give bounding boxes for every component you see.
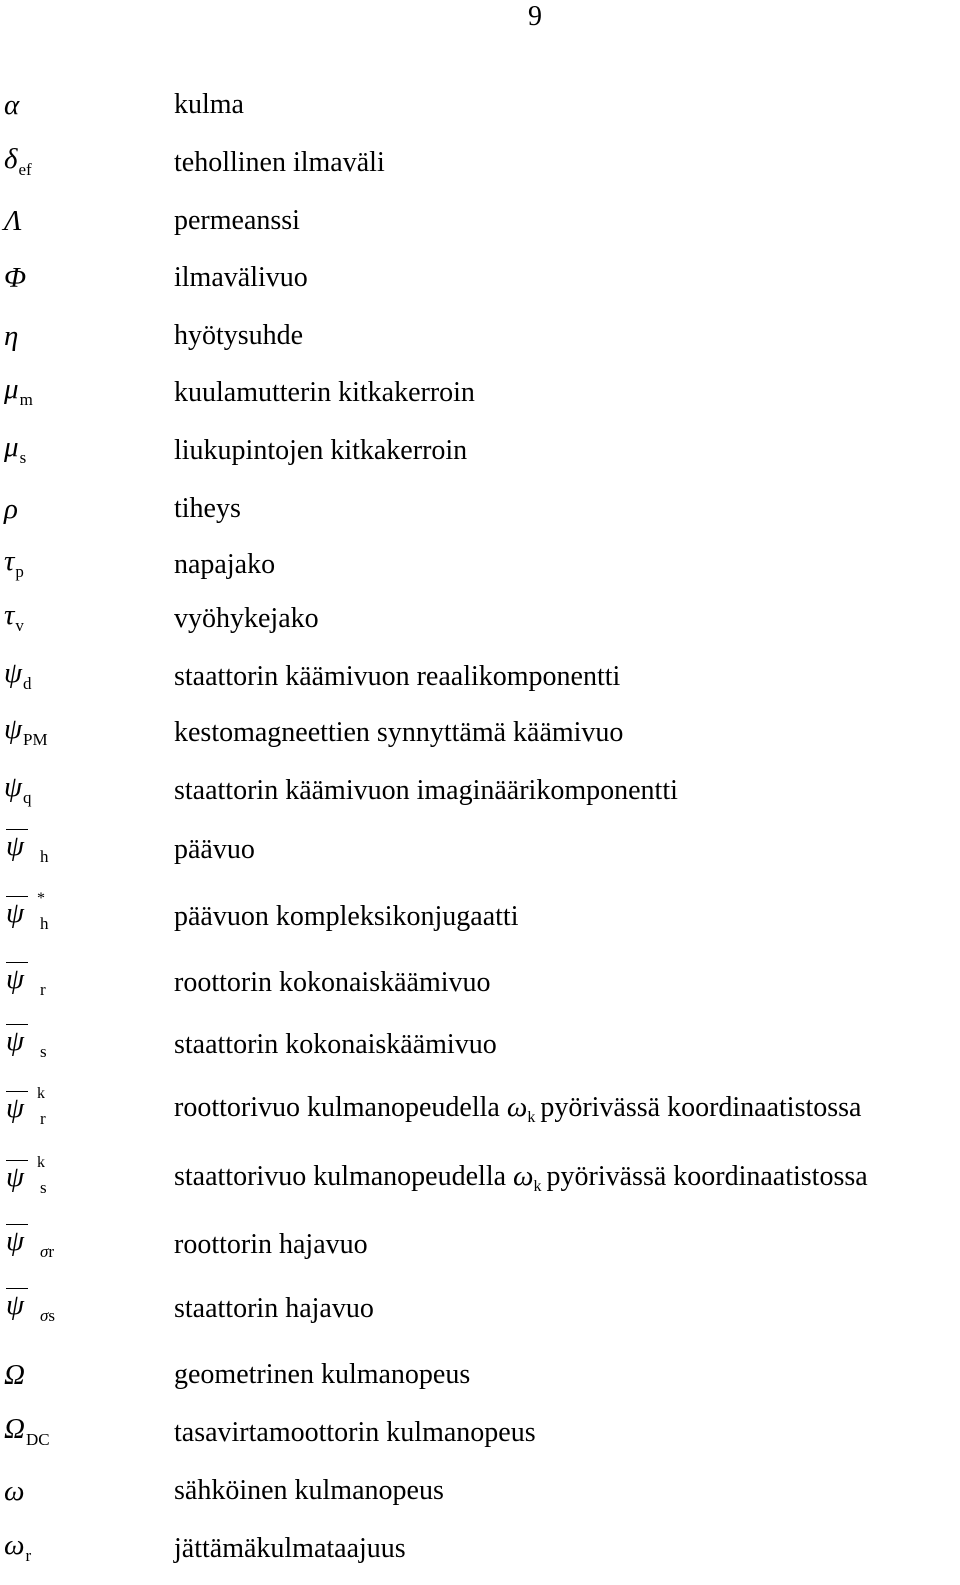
symbol-row-alpha xyxy=(0,88,960,128)
symbol: ψ $_{\sigma s}$ xyxy=(6,1289,56,1325)
symbol-description: tehollinen ilmaväli xyxy=(174,147,385,178)
symbol-row-lambda xyxy=(0,204,960,244)
symbol: Ω xyxy=(4,1359,25,1391)
symbol: $\tau_p$ xyxy=(4,545,24,581)
symbol: η xyxy=(4,320,19,352)
symbol-description: tiheys xyxy=(174,493,241,524)
symbol-description: vyöhykejako xyxy=(174,603,319,634)
symbol-row-tau-v xyxy=(0,599,960,642)
symbol-description: staattorin käämivuon reaalikomponentti xyxy=(174,661,621,692)
symbol-row-psi-r-k xyxy=(0,1085,960,1135)
symbol-row-omega-geo xyxy=(0,1358,960,1398)
overline-symbol: ψ xyxy=(6,1288,28,1320)
symbol: Φ xyxy=(4,262,27,294)
symbol-row-psi-s xyxy=(0,1025,960,1068)
symbol-description: napajako xyxy=(174,549,276,580)
symbol: ψ $_r$ xyxy=(6,963,46,999)
symbol: $\mu_s$ xyxy=(4,431,27,467)
overline-symbol: ψ xyxy=(6,1024,28,1056)
symbol-row-rho xyxy=(0,492,960,532)
symbol-row-psi-r xyxy=(0,963,960,1006)
symbol-description: tasavirtamoottorin kulmanopeus xyxy=(174,1417,536,1448)
symbol-description: staattorin hajavuo xyxy=(174,1293,374,1324)
symbol-row-psi-s-k xyxy=(0,1154,960,1204)
symbol-row-psi-h xyxy=(0,830,960,873)
symbol-description: ilmavälivuo xyxy=(174,262,308,293)
overline-symbol: ψ xyxy=(6,1160,28,1192)
symbol-description: hyötysuhde xyxy=(174,320,304,351)
symbol-description: päävuo xyxy=(174,834,255,865)
symbol-description: päävuon kompleksikonjugaatti xyxy=(174,901,519,932)
symbol-description: staattorivuo kulmanopeudella $\omega_k$ pyörivässä koordinaatistossa xyxy=(174,1160,868,1195)
symbol-row-psi-sigma-r xyxy=(0,1225,960,1268)
symbol: $\psi_{PM}$ xyxy=(4,713,48,749)
symbol: ω xyxy=(4,1475,25,1507)
symbol-row-psi-d xyxy=(0,657,960,700)
symbol: ρ xyxy=(4,493,18,525)
symbol-row-omega-r xyxy=(0,1529,960,1572)
overline-symbol: ψ xyxy=(6,962,28,994)
symbol: ψ k $_r$ xyxy=(6,1085,46,1128)
symbol: $\delta_{ef}$ xyxy=(4,143,32,179)
symbol: α xyxy=(4,89,20,121)
symbol: ψ $_h$ xyxy=(6,830,49,866)
symbol-description: jättämäkulmataajuus xyxy=(174,1533,406,1564)
symbol-row-tau-p xyxy=(0,545,960,588)
symbol-description: geometrinen kulmanopeus xyxy=(174,1359,471,1390)
symbol-row-delta-ef xyxy=(0,143,960,186)
symbol-description: roottorivuo kulmanopeudella $\omega_k$ pyörivässä koordinaatistossa xyxy=(174,1091,862,1126)
symbol-row-psi-q xyxy=(0,771,960,814)
symbol-row-omega-dc xyxy=(0,1413,960,1456)
symbol-description: roottorin kokonaiskäämivuo xyxy=(174,967,491,998)
symbol-row-psi-h-conj xyxy=(0,890,960,940)
symbol-description: sähköinen kulmanopeus xyxy=(174,1475,444,1506)
symbol: $\omega_r$ xyxy=(4,1529,32,1565)
symbol-description: kulma xyxy=(174,89,244,120)
symbol: $\tau_v$ xyxy=(4,599,24,635)
overline-symbol: ψ xyxy=(6,1091,28,1123)
symbol-row-mu-m xyxy=(0,373,960,416)
symbol: Λ xyxy=(4,205,22,237)
symbol-row-psi-pm xyxy=(0,713,960,756)
symbol: ψ * $_h$ xyxy=(6,890,49,933)
symbol-description: staattorin käämivuon imaginäärikomponentti xyxy=(174,775,678,806)
symbol-row-mu-s xyxy=(0,431,960,474)
symbol-row-eta xyxy=(0,319,960,359)
symbol-row-phi xyxy=(0,261,960,301)
overline-symbol: ψ xyxy=(6,829,28,861)
symbol-description: liukupintojen kitkakerroin xyxy=(174,435,468,466)
symbol-description: permeanssi xyxy=(174,205,300,236)
symbol-description: staattorin kokonaiskäämivuo xyxy=(174,1029,497,1060)
symbol: $\psi_q$ xyxy=(4,771,32,807)
overline-symbol: ψ xyxy=(6,1224,28,1256)
symbol: $\Omega_{DC}$ xyxy=(4,1413,50,1449)
symbol-description: roottorin hajavuo xyxy=(174,1229,368,1260)
symbol-description: kuulamutterin kitkakerroin xyxy=(174,377,475,408)
symbol: ψ $_{\sigma r}$ xyxy=(6,1225,55,1261)
symbol-row-omega xyxy=(0,1474,960,1514)
symbol-row-psi-sigma-s xyxy=(0,1289,960,1332)
overline-symbol: ψ xyxy=(6,896,28,928)
symbol: ψ $_s$ xyxy=(6,1025,47,1061)
symbol: ψ k $_s$ xyxy=(6,1154,47,1197)
symbol-description: kestomagneettien synnyttämä käämivuo xyxy=(174,717,624,748)
symbol: $\mu_m$ xyxy=(4,373,33,409)
page-number: 9 xyxy=(528,1,542,32)
symbol: $\psi_d$ xyxy=(4,657,32,693)
